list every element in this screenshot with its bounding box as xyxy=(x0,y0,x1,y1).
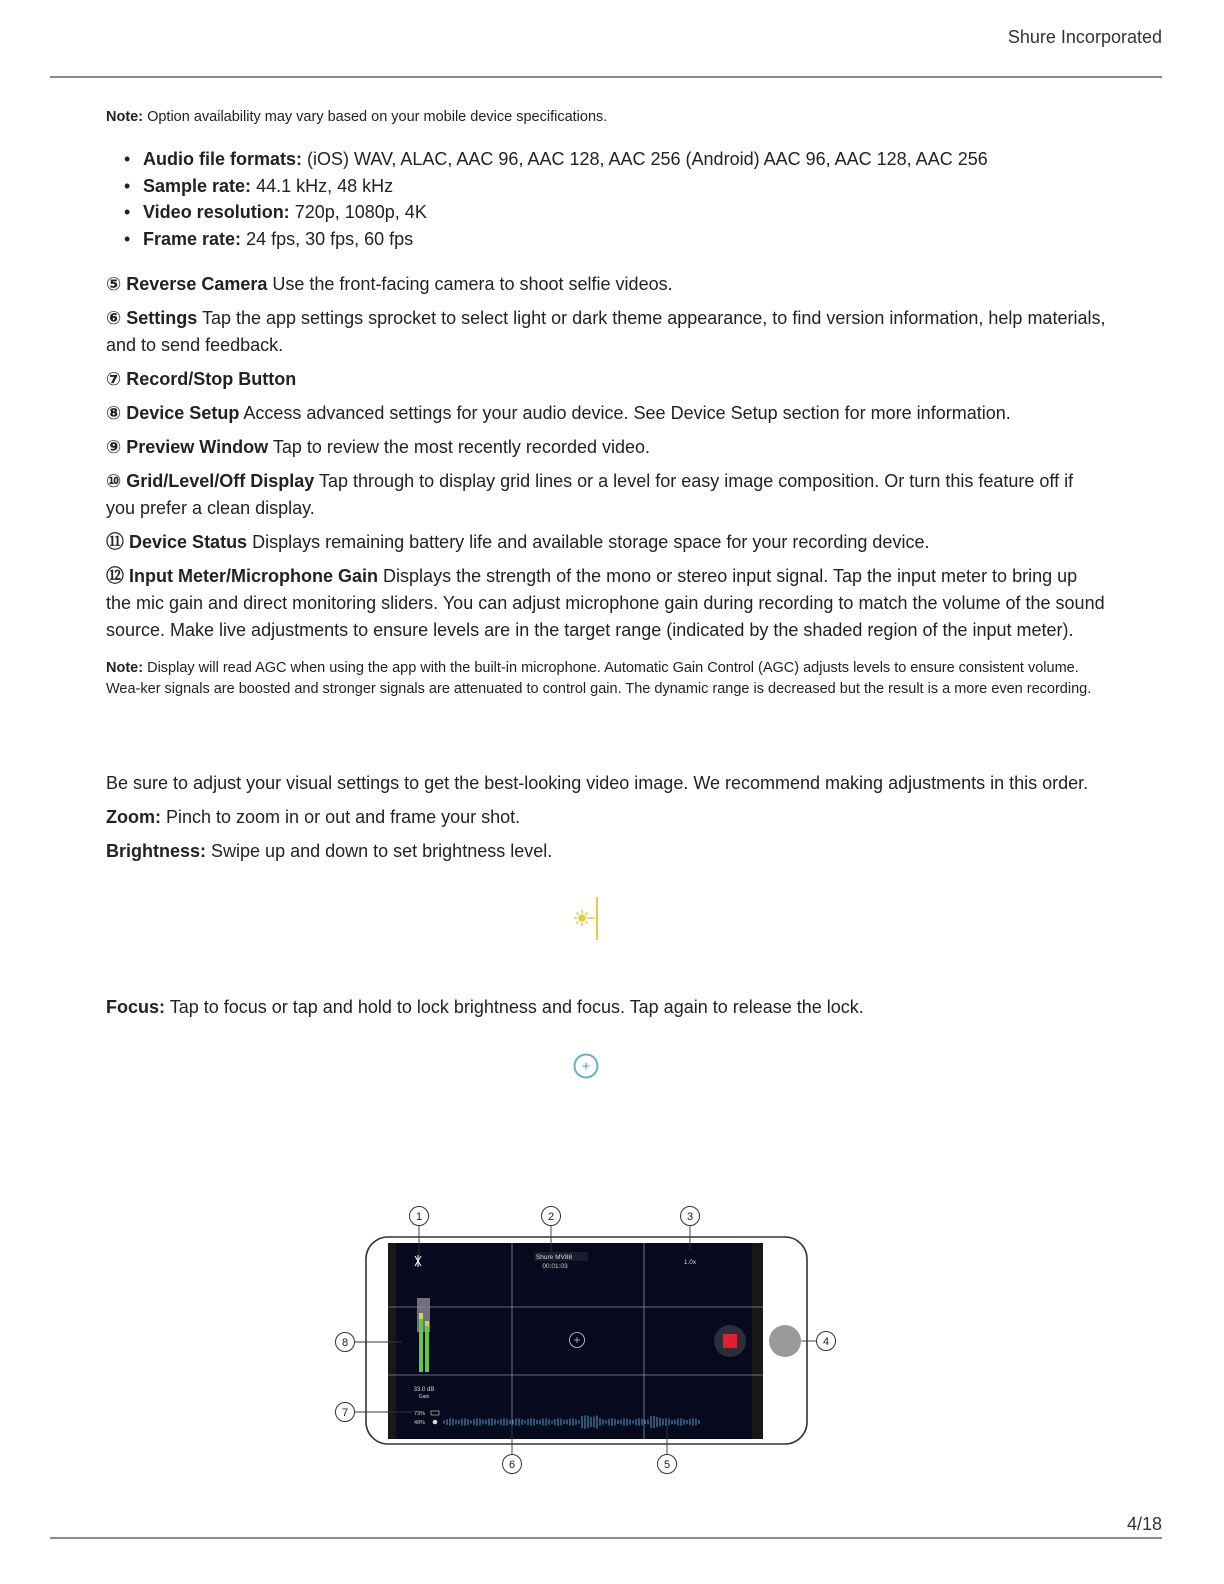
gain-label-text: Gain xyxy=(418,1394,430,1400)
item-input-meter xyxy=(106,563,1106,644)
item-number: ⑥ xyxy=(106,308,122,328)
callout-3-label: 3 xyxy=(686,1211,694,1223)
screen-edge-right xyxy=(752,1243,763,1439)
spec-value: 720p, 1080p, 4K xyxy=(294,202,427,223)
brightness-slider-illustration xyxy=(572,896,602,941)
brightness-text: Swipe up and down to set brightness level. xyxy=(211,841,553,861)
item-text: Tap through to display grid lines or a level for easy image composition. Or turn this feature off if you prefer a clean display. xyxy=(106,471,1074,518)
meter-bar-left xyxy=(419,1315,423,1372)
item-text: Tap to review the most recently recorded video. xyxy=(272,437,651,457)
callout-6-label: 6 xyxy=(508,1459,516,1471)
callout-1-label: 1 xyxy=(415,1211,423,1223)
item-grid-display xyxy=(106,468,1106,522)
zoom-label: Zoom: xyxy=(106,807,161,827)
footer-rule xyxy=(50,1537,1162,1539)
item-number: ⑩ xyxy=(106,471,122,491)
spec-label: Sample rate: xyxy=(143,175,252,196)
callout-5-label: 5 xyxy=(663,1459,671,1471)
callout-4-label: 4 xyxy=(822,1336,830,1348)
note-option-availability xyxy=(106,107,1106,128)
device-name-text: Shure MV88 xyxy=(535,1254,573,1261)
sun-icon xyxy=(572,896,602,941)
item-device-status xyxy=(106,529,1106,556)
item-title: Reverse Camera xyxy=(126,274,268,294)
spec-label: Video resolution: xyxy=(143,202,290,223)
item-preview-window xyxy=(106,434,1106,461)
list-item xyxy=(124,226,988,253)
focus-text: Tap to focus or tap and hold to lock brightness and focus. Tap again to release the lock. xyxy=(169,997,864,1017)
item-number: ⑪ xyxy=(106,532,124,552)
spec-value: 44.1 kHz, 48 kHz xyxy=(256,175,394,196)
gain-value-text: 33.0 dB xyxy=(413,1387,435,1393)
item-title: Grid/Level/Off Display xyxy=(126,471,315,491)
battery-text: 73% xyxy=(414,1411,426,1417)
item-settings xyxy=(106,305,1106,359)
meter-bar-right xyxy=(425,1323,429,1372)
zoom-instruction xyxy=(106,804,1106,831)
focus-illustration xyxy=(572,1052,600,1080)
item-number: ⑨ xyxy=(106,437,122,457)
item-title: Device Setup xyxy=(126,403,240,423)
phone-screen xyxy=(388,1243,763,1439)
note-agc xyxy=(106,658,1106,700)
visual-intro: Be sure to adjust your visual settings to get the best-looking video image. We recommend making adjustments in this order. xyxy=(106,773,1089,793)
callout-7-label: 7 xyxy=(341,1407,349,1419)
list-item xyxy=(124,199,988,226)
timer-text: 00:01:03 xyxy=(542,1263,568,1270)
spec-list xyxy=(124,146,988,252)
item-number: ⑦ xyxy=(106,369,122,389)
focus-instruction xyxy=(106,994,1106,1021)
item-text: Use the front-facing camera to shoot selfie videos. xyxy=(272,274,673,294)
storage-icon xyxy=(433,1420,438,1425)
item-title: Device Status xyxy=(129,532,248,552)
note-text: Display will read AGC when using the app with the built-in microphone. Automatic Gain Control (AGC) adjusts levels to ensure consistent volume. Wea-ker signals are boosted and stronger signals are attenuated to control gain. The dynamic range is decreased but the result is a more even recording. xyxy=(106,660,1092,697)
item-number: ⑫ xyxy=(106,566,124,586)
brightness-instruction xyxy=(106,838,1106,865)
page-number: 4/18 xyxy=(1126,1514,1162,1534)
item-text: Tap the app settings sprocket to select light or dark theme appearance, to find version information, help materials, and to send feedback. xyxy=(106,308,1106,355)
screen-edge-left xyxy=(388,1243,396,1439)
brightness-label: Brightness: xyxy=(106,841,207,861)
item-text: Displays remaining battery life and available storage space for your recording device. xyxy=(252,532,930,552)
note-label: Note: xyxy=(106,109,144,125)
meter-peak-right xyxy=(425,1321,429,1326)
spec-value: 24 fps, 30 fps, 60 fps xyxy=(246,228,414,249)
item-title: Record/Stop Button xyxy=(126,369,297,389)
list-item xyxy=(124,173,988,200)
phone-diagram-svg xyxy=(330,1200,845,1480)
callout-2-label: 2 xyxy=(547,1211,555,1223)
item-device-setup xyxy=(106,400,1106,427)
focus-label: Focus: xyxy=(106,997,166,1017)
item-number: ⑧ xyxy=(106,403,122,423)
zoom-level-text: 1.0x xyxy=(683,1259,697,1266)
meter-peak-left xyxy=(419,1313,423,1319)
note-text: Option availability may vary based on your mobile device specifications. xyxy=(147,109,608,125)
item-text: Access advanced settings for your audio device. See Device Setup section for more information. xyxy=(243,403,1011,423)
focus-target-icon xyxy=(572,1052,600,1080)
zoom-text: Pinch to zoom in or out and frame your shot. xyxy=(166,807,521,827)
spec-label: Frame rate: xyxy=(143,228,242,249)
item-record-stop xyxy=(106,366,1106,393)
item-number: ⑤ xyxy=(106,274,122,294)
header-company: Shure Incorporated xyxy=(1007,27,1162,47)
stop-square-icon xyxy=(723,1334,737,1348)
item-reverse-camera xyxy=(106,271,1106,298)
item-title: Settings xyxy=(126,308,198,328)
phone-screen-diagram xyxy=(330,1200,845,1480)
spec-label: Audio file formats: xyxy=(143,149,303,169)
item-title: Input Meter/Microphone Gain xyxy=(129,566,379,586)
note-label: Note: xyxy=(106,660,144,676)
item-text: Displays the strength of the mono or stereo input signal. Tap the input meter to bring up the mic gain and direct monitoring sliders. You can adjust microphone gain during recording to match the volume of the sound source. Make live adjustments to ensure levels are in the target range (indicated by the shaded region of the input meter). xyxy=(106,566,1105,640)
home-button xyxy=(769,1325,801,1357)
callout-8-label: 8 xyxy=(341,1337,349,1349)
item-title: Preview Window xyxy=(126,437,269,457)
spec-value: (iOS) WAV, ALAC, AAC 96, AAC 128, AAC 256 (Android) AAC 96, AAC 128, AAC 256 xyxy=(307,149,988,169)
storage-text: 49% xyxy=(414,1420,426,1426)
list-item xyxy=(124,146,988,173)
header-rule xyxy=(50,76,1162,78)
